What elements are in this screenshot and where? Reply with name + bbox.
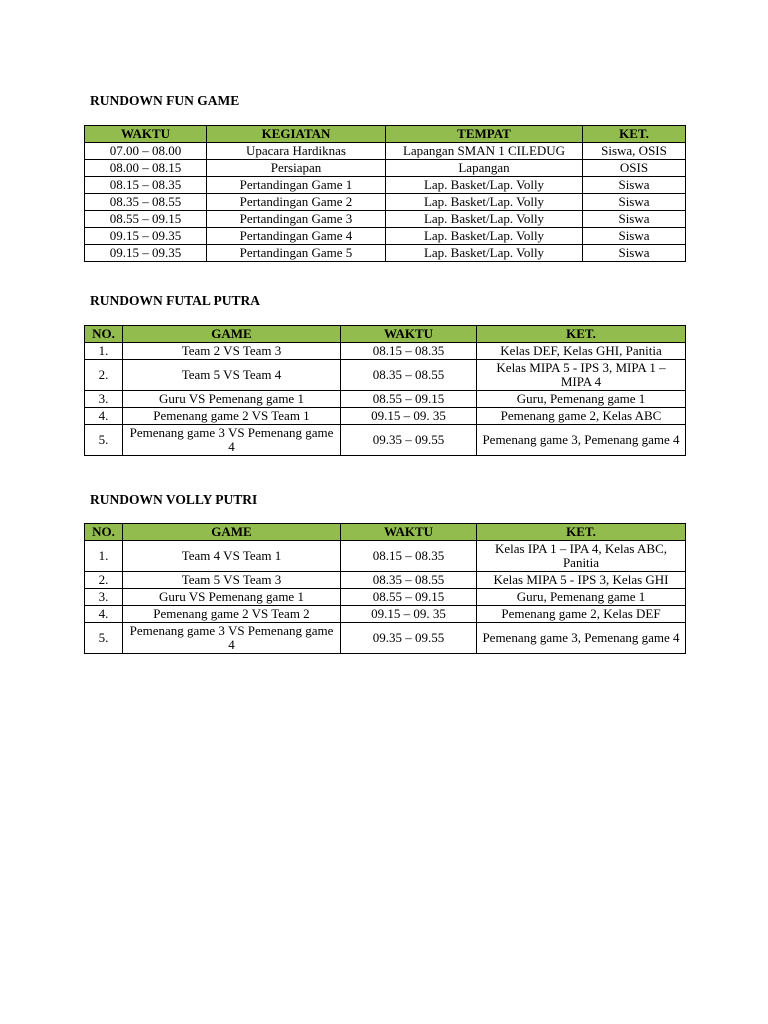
cell-tempat: Lapangan SMAN 1 CILEDUG	[386, 143, 583, 160]
column-header-game: GAME	[123, 326, 341, 343]
cell-ket: Kelas MIPA 5 - IPS 3, MIPA 1 – MIPA 4	[477, 360, 686, 391]
cell-no: 4.	[85, 408, 123, 425]
cell-tempat: Lap. Basket/Lap. Volly	[386, 194, 583, 211]
volly-putri-table	[84, 523, 686, 654]
cell-kegiatan: Persiapan	[207, 160, 386, 177]
cell-waktu: 08.55 – 09.15	[85, 211, 207, 228]
column-header-tempat: TEMPAT	[386, 126, 583, 143]
cell-ket: Pemenang game 3, Pemenang game 4	[477, 623, 686, 654]
cell-kegiatan: Pertandingan Game 3	[207, 211, 386, 228]
table-row	[85, 606, 686, 623]
cell-ket: Kelas MIPA 5 - IPS 3, Kelas GHI	[477, 572, 686, 589]
cell-waktu: 08.15 – 08.35	[341, 541, 477, 572]
column-header-ket: KET.	[583, 126, 686, 143]
cell-no: 5.	[85, 425, 123, 456]
cell-waktu: 08.35 – 08.55	[341, 572, 477, 589]
fun-game-title: RUNDOWN FUN GAME	[90, 93, 240, 108]
cell-tempat: Lapangan	[386, 160, 583, 177]
cell-ket: Pemenang game 2, Kelas DEF	[477, 606, 686, 623]
table-row	[85, 160, 686, 177]
cell-waktu: 08.55 – 09.15	[341, 391, 477, 408]
column-header-ket: KET.	[477, 326, 686, 343]
table-row	[85, 589, 686, 606]
table-row	[85, 572, 686, 589]
column-header-waktu: WAKTU	[341, 326, 477, 343]
table-row	[85, 143, 686, 160]
table-row	[85, 541, 686, 572]
cell-no: 2.	[85, 360, 123, 391]
cell-no: 4.	[85, 606, 123, 623]
cell-no: 1.	[85, 541, 123, 572]
table-row	[85, 425, 686, 456]
cell-ket: Siswa	[583, 211, 686, 228]
cell-game: Team 5 VS Team 4	[123, 360, 341, 391]
cell-game: Team 4 VS Team 1	[123, 541, 341, 572]
volly-putri-title: RUNDOWN VOLLY PUTRI	[90, 492, 258, 507]
cell-no: 1.	[85, 343, 123, 360]
column-header-kegiatan: KEGIATAN	[207, 126, 386, 143]
table-header-row	[85, 524, 686, 541]
column-header-game: GAME	[123, 524, 341, 541]
cell-ket: Kelas DEF, Kelas GHI, Panitia	[477, 343, 686, 360]
table-row	[85, 391, 686, 408]
table-header-row	[85, 326, 686, 343]
table-row	[85, 343, 686, 360]
cell-ket: Siswa	[583, 177, 686, 194]
cell-tempat: Lap. Basket/Lap. Volly	[386, 245, 583, 262]
cell-ket: Pemenang game 3, Pemenang game 4	[477, 425, 686, 456]
futsal-putra-title: RUNDOWN FUTAL PUTRA	[90, 293, 261, 308]
cell-game: Pemenang game 2 VS Team 1	[123, 408, 341, 425]
cell-waktu: 09.35 – 09.55	[341, 425, 477, 456]
table-row	[85, 623, 686, 654]
cell-waktu: 08.55 – 09.15	[341, 589, 477, 606]
cell-ket: Siswa	[583, 245, 686, 262]
cell-waktu: 09.15 – 09.35	[85, 228, 207, 245]
cell-game: Pemenang game 2 VS Team 2	[123, 606, 341, 623]
cell-ket: Siswa, OSIS	[583, 143, 686, 160]
cell-waktu: 08.15 – 08.35	[341, 343, 477, 360]
cell-kegiatan: Upacara Hardiknas	[207, 143, 386, 160]
cell-ket: Kelas IPA 1 – IPA 4, Kelas ABC, Panitia	[477, 541, 686, 572]
cell-waktu: 08.35 – 08.55	[85, 194, 207, 211]
cell-ket: Pemenang game 2, Kelas ABC	[477, 408, 686, 425]
column-header-waktu: WAKTU	[341, 524, 477, 541]
table-row	[85, 177, 686, 194]
table-row	[85, 360, 686, 391]
column-header-waktu: WAKTU	[85, 126, 207, 143]
table-row	[85, 211, 686, 228]
cell-waktu: 09.35 – 09.55	[341, 623, 477, 654]
cell-no: 2.	[85, 572, 123, 589]
cell-game: Team 5 VS Team 3	[123, 572, 341, 589]
cell-game: Team 2 VS Team 3	[123, 343, 341, 360]
cell-ket: Guru, Pemenang game 1	[477, 589, 686, 606]
column-header-ket: KET.	[477, 524, 686, 541]
cell-waktu: 09.15 – 09. 35	[341, 408, 477, 425]
cell-waktu: 08.00 – 08.15	[85, 160, 207, 177]
fun-game-table	[84, 125, 686, 262]
cell-game: Pemenang game 3 VS Pemenang game 4	[123, 623, 341, 654]
cell-waktu: 09.15 – 09.35	[85, 245, 207, 262]
column-header-no: NO.	[85, 326, 123, 343]
cell-game: Pemenang game 3 VS Pemenang game 4	[123, 425, 341, 456]
table-row	[85, 408, 686, 425]
column-header-no: NO.	[85, 524, 123, 541]
table-row	[85, 228, 686, 245]
cell-ket: OSIS	[583, 160, 686, 177]
cell-tempat: Lap. Basket/Lap. Volly	[386, 228, 583, 245]
cell-kegiatan: Pertandingan Game 1	[207, 177, 386, 194]
cell-tempat: Lap. Basket/Lap. Volly	[386, 177, 583, 194]
cell-game: Guru VS Pemenang game 1	[123, 391, 341, 408]
table-row	[85, 194, 686, 211]
futsal-putra-table	[84, 325, 686, 456]
cell-tempat: Lap. Basket/Lap. Volly	[386, 211, 583, 228]
cell-no: 5.	[85, 623, 123, 654]
cell-no: 3.	[85, 589, 123, 606]
cell-waktu: 07.00 – 08.00	[85, 143, 207, 160]
cell-kegiatan: Pertandingan Game 2	[207, 194, 386, 211]
cell-waktu: 08.15 – 08.35	[85, 177, 207, 194]
table-header-row	[85, 126, 686, 143]
cell-ket: Guru, Pemenang game 1	[477, 391, 686, 408]
cell-ket: Siswa	[583, 194, 686, 211]
table-row	[85, 245, 686, 262]
cell-no: 3.	[85, 391, 123, 408]
cell-waktu: 08.35 – 08.55	[341, 360, 477, 391]
cell-ket: Siswa	[583, 228, 686, 245]
cell-kegiatan: Pertandingan Game 4	[207, 228, 386, 245]
cell-game: Guru VS Pemenang game 1	[123, 589, 341, 606]
cell-waktu: 09.15 – 09. 35	[341, 606, 477, 623]
cell-kegiatan: Pertandingan Game 5	[207, 245, 386, 262]
